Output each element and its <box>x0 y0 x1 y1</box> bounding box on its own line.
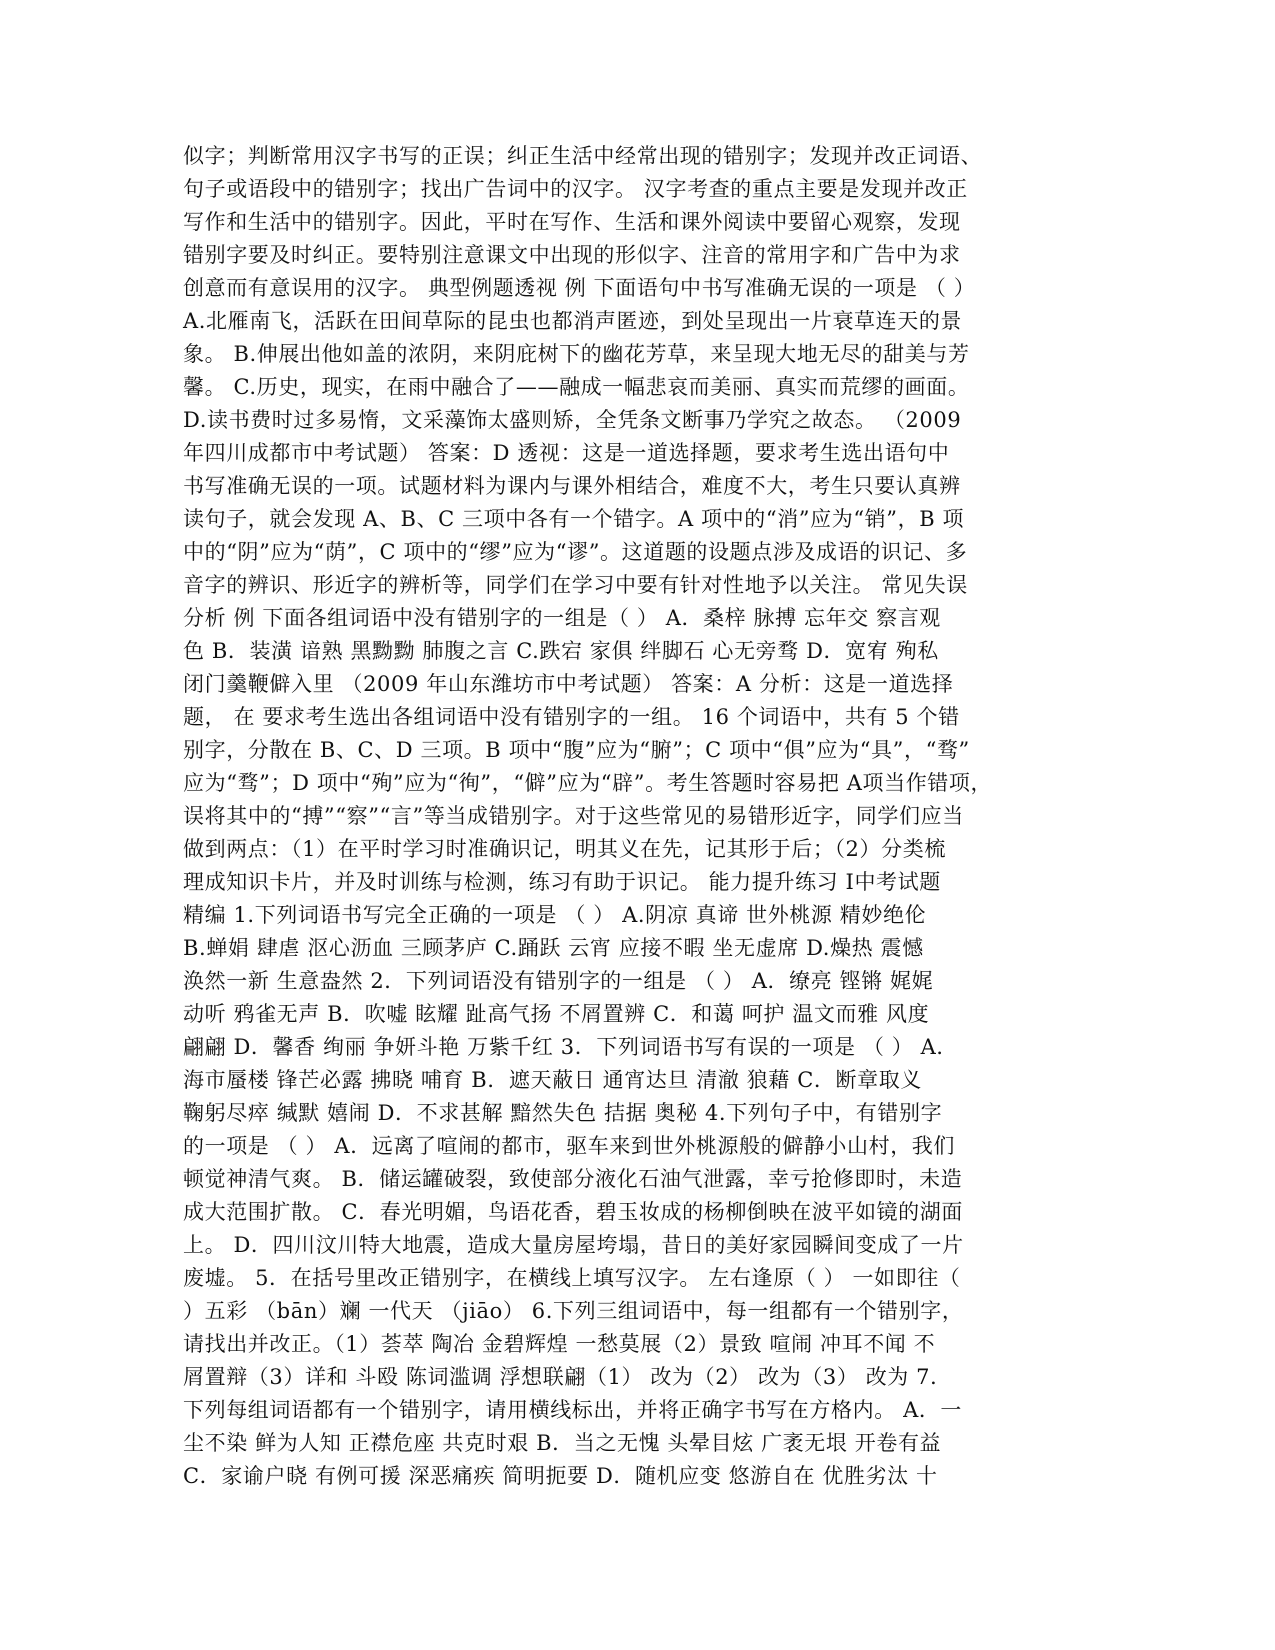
text-line: D.读书费时过多易惰，文采藻饰太盛则矫，全凭条文断事乃学究之故态。 （2009 <box>183 408 962 432</box>
text-line: 上。 D．四川汶川特大地震，造成大量房屋垮塌，昔日的美好家园瞬间变成了一片 <box>183 1233 964 1257</box>
text-line: 海市蜃楼 锋芒必露 拂晓 哺育 B．遮天蔽日 通宵达旦 清澈 狼藉 C．断章取义 <box>183 1068 922 1092</box>
text-line: 音字的辨识、形近字的辨析等，同学们在学习中要有针对性地予以关注。 常见失误 <box>183 573 968 597</box>
text-line: 错别字要及时纠正。要特别注意课文中出现的形似字、注音的常用字和广告中为求 <box>183 243 961 267</box>
text-line: 废墟。 5．在括号里改正错别字，在横线上填写汉字。 左右逢原（ ） 一如即往（ <box>183 1266 961 1290</box>
text-line: 成大范围扩散。 C．春光明媚，鸟语花香，碧玉妆成的杨柳倒映在波平如镜的湖面 <box>183 1200 963 1224</box>
text-line: 的一项是 （ ） A．远离了喧闹的都市，驱车来到世外桃源般的僻静小山村，我们 <box>183 1134 955 1158</box>
text-line: 书写准确无误的一项。试题材料为课内与课外相结合，难度不大，考生只要认真辨 <box>183 474 961 498</box>
text-line: 应为“骛”；D 项中“殉”应为“徇”，“僻”应为“辟”。考生答题时容易把 A项当作错项， <box>183 771 993 795</box>
text-line: 年四川成都市中考试题） 答案：D 透视：这是一道选择题，要求考生选出语句中 <box>183 441 950 465</box>
text-line: 写作和生活中的错别字。因此，平时在写作、生活和课外阅读中要留心观察，发现 <box>183 210 961 234</box>
text-line: 下列每组词语都有一个错别字，请用横线标出，并将正确字书写在方格内。 A．一 <box>183 1398 963 1422</box>
text-line: 象。 B.伸展出他如盖的浓阴，来阴庇树下的幽花芳草，来呈现大地无尽的甜美与芳 <box>183 342 970 366</box>
text-line: 读句子，就会发现 A、B、C 三项中各有一个错字。A 项中的“消”应为“销”，B 项 <box>183 507 965 531</box>
text-line: 顿觉神清气爽。 B．储运罐破裂，致使部分液化石油气泄露，幸亏抢修即时，未造 <box>183 1167 963 1191</box>
text-line: 句子或语段中的错别字；找出广告词中的汉字。 汉字考查的重点主要是发现并改正 <box>183 177 968 201</box>
text-line: 翩翩 D．馨香 绚丽 争妍斗艳 万紫千红 3．下列词语书写有误的一项是 （ ） A． <box>183 1035 958 1059</box>
text-line: B.蝉娟 肆虐 沤心沥血 三顾茅庐 C.踊跃 云宵 应接不暇 坐无虚席 D.燥热 震憾 <box>183 936 924 960</box>
text-line: 色 B．装潢 谙熟 黑黝黝 肺腹之言 C.跌宕 家俱 绊脚石 心无旁骛 D．宽宥 殉私 <box>183 639 939 663</box>
text-line: 题， 在 要求考生选出各组词语中没有错别字的一组。 16 个词语中，共有 5 个错 <box>183 705 960 729</box>
text-line: 闭门羹鞭僻入里 （2009 年山东潍坊市中考试题） 答案：A 分析：这是一道选择 <box>183 672 954 696</box>
text-line: 屑置辩（3）详和 斗殴 陈词滥调 浮想联翩（1） 改为（2） 改为（3） 改为 7． <box>183 1365 952 1389</box>
text-line: 中的“阴”应为“荫”，C 项中的“缪”应为“谬”。这道题的设题点涉及成语的识记、多 <box>183 540 968 564</box>
text-line: 误将其中的“搏”“察”“言”等当成错别字。对于这些常见的易错形近字，同学们应当 <box>183 804 964 828</box>
text-line: 创意而有意误用的汉字。 典型例题透视 例 下面语句中书写准确无误的一项是 （ ） <box>183 276 976 300</box>
text-line: ）五彩 （bān）斓 一代天 （jiāo） 6.下列三组词语中，每一组都有一个错别字， <box>183 1299 964 1323</box>
body-text <box>183 140 1103 1493</box>
text-line: 分析 例 下面各组词语中没有错别字的一组是（ ） A．桑梓 脉搏 忘年交 察言观 <box>183 606 941 630</box>
text-line: 做到两点：（1）在平时学习时准确识记，明其义在先，记其形于后；（2）分类梳 <box>183 837 946 861</box>
text-line: 精编 1.下列词语书写完全正确的一项是 （ ） A.阴凉 真谛 世外桃源 精妙绝伦 <box>183 903 927 927</box>
text-line: C．家谕户晓 有例可援 深恶痛疾 简明扼要 D．随机应变 悠游自在 优胜劣汰 十 <box>183 1464 938 1488</box>
text-line: A.北雁南飞，活跃在田间草际的昆虫也都消声匿迹，到处呈现出一片衰草连天的景 <box>183 309 963 333</box>
text-line: 请找出并改正。（1）荟萃 陶冶 金碧辉煌 一愁莫展（2）景致 喧闹 冲耳不闻 不 <box>183 1332 936 1356</box>
text-line: 似字；判断常用汉字书写的正误；纠正生活中经常出现的错别字；发现并改正词语、 <box>183 144 983 168</box>
text-line: 理成知识卡片，并及时训练与检测，练习有助于识记。 能力提升练习 Ⅰ中考试题 <box>183 870 941 894</box>
text-line: 动听 鸦雀无声 B．吹嘘 眩耀 趾高气扬 不屑置辨 C．和蔼 呵护 温文而雅 风度 <box>183 1002 930 1026</box>
text-line: 馨。 C.历史，现实，在雨中融合了——融成一幅悲哀而美丽、真实而荒缪的画面。 <box>183 375 970 399</box>
text-line: 尘不染 鲜为人知 正襟危座 共克时艰 B．当之无愧 头晕目炫 广袤无垠 开卷有益 <box>183 1431 942 1455</box>
text-line: 鞠躬尽瘁 缄默 嬉闹 D．不求甚解 黯然失色 拮据 奥秘 4.下列句子中，有错别字 <box>183 1101 943 1125</box>
text-line: 别字，分散在 B、C、D 三项。B 项中“腹”应为“腑”；C 项中“俱”应为“具”，“骛” <box>183 738 970 762</box>
text-line: 涣然一新 生意盎然 2．下列词语没有错别字的一组是 （ ） A．缭亮 铿锵 娓娓 <box>183 969 934 993</box>
